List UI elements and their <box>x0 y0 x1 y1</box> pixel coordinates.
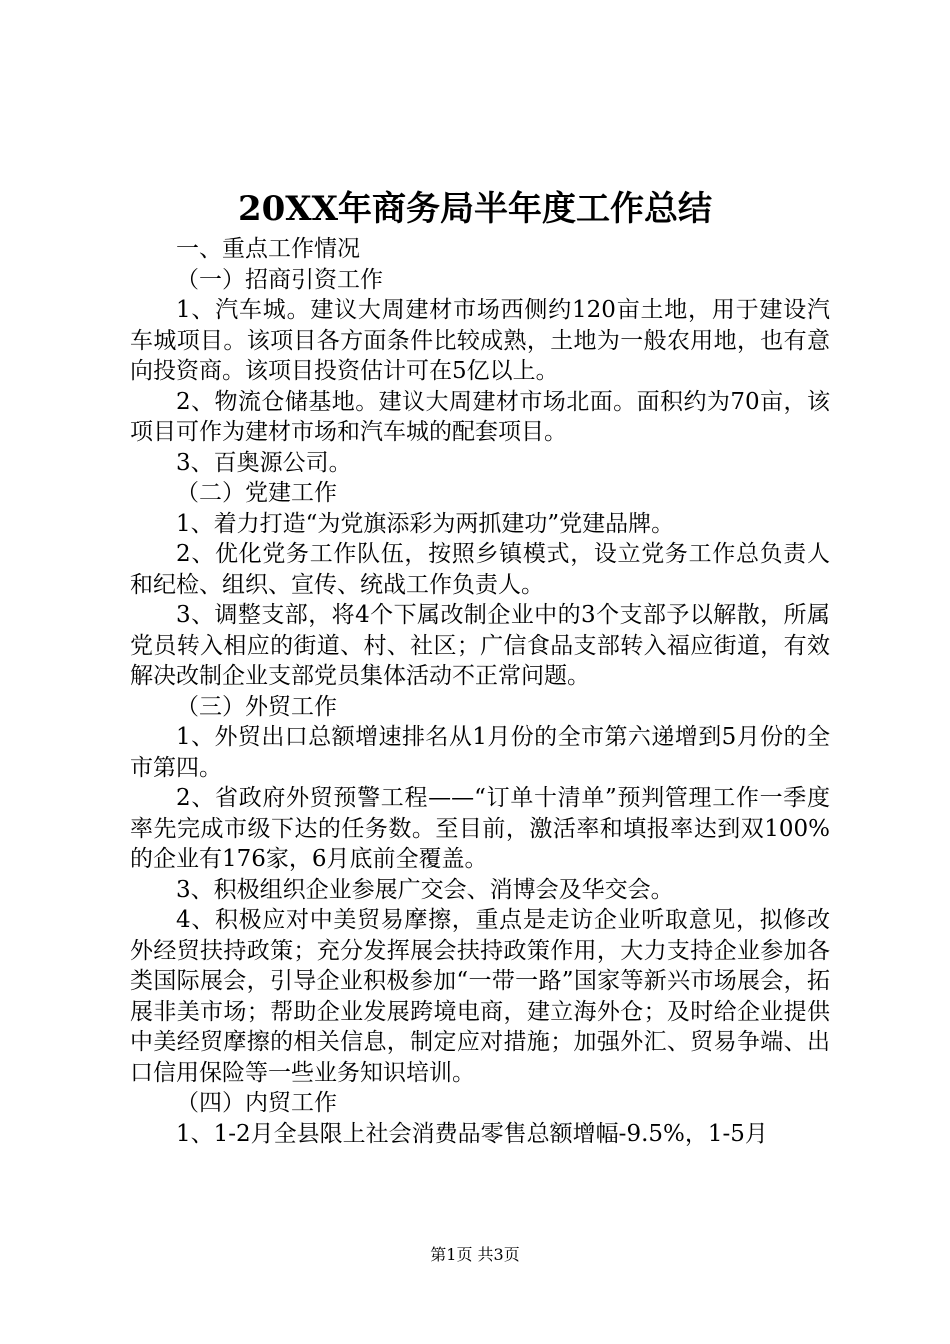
paragraph: 3、调整支部，将4个下属改制企业中的3个支部予以解散，所属党员转入相应的街道、村、社区；广信食品支部转入福应街道，有效解决改制企业支部党员集体活动不正常问题。 <box>130 602 830 689</box>
document-title: 20XX年商务局半年度工作总结 <box>237 189 713 229</box>
paragraph: 3、百奥源公司。 <box>176 449 352 476</box>
page-footer: 第1页 共3页 <box>430 1245 520 1264</box>
heading-investment: （一）招商引资工作 <box>176 266 383 293</box>
document-body <box>130 234 830 1149</box>
heading-section-1: 一、重点工作情况 <box>176 236 360 262</box>
paragraph: 1、1-2月全县限上社会消费品零售总额增幅-9.5%，1-5月 <box>176 1120 768 1147</box>
paragraph: 1、汽车城。建议大周建材市场西侧约120亩土地，用于建设汽车城项目。该项目各方面条件比较成熟，土地为一般农用地，也有意向投资商。该项目投资估计可在5亿以上。 <box>130 297 830 384</box>
heading-foreign-trade: （三）外贸工作 <box>176 693 337 720</box>
heading-party-building: （二）党建工作 <box>176 480 337 506</box>
paragraph: 1、着力打造“为党旗添彩为两抓建功”党建品牌。 <box>176 510 675 537</box>
paragraph: 1、外贸出口总额增速排名从1月份的全市第六递增到5月份的全市第四。 <box>130 724 830 781</box>
paragraph: 2、省政府外贸预警工程——“订单十清单”预判管理工作一季度率先完成市级下达的任务数。至目前，激活率和填报率达到双100%的企业有176家，6月底前全覆盖。 <box>130 785 830 872</box>
paragraph: 2、优化党务工作队伍，按照乡镇模式，设立党务工作总负责人和纪检、组织、宣传、统战工作负责人。 <box>130 541 830 598</box>
heading-domestic-trade: （四）内贸工作 <box>176 1090 337 1116</box>
paragraph: 4、积极应对中美贸易摩擦，重点是走访企业听取意见，拟修改外经贸扶持政策；充分发挥展会扶持政策作用，大力支持企业参加各类国际展会，引导企业积极参加“一带一路”国家等新兴市场展会，拓展非美市场；帮助企业发展跨境电商，建立海外仓；及时给企业提供中美经贸摩擦的相关信息，制定应对措施；加强外汇、贸易争端、出口信用保险等一些业务知识培训。 <box>130 907 830 1086</box>
paragraph: 3、积极组织企业参展广交会、消博会及华交会。 <box>176 876 674 903</box>
paragraph: 2、物流仓储基地。建议大周建材市场北面。面积约为70亩，该项目可作为建材市场和汽车城的配套项目。 <box>130 388 830 445</box>
